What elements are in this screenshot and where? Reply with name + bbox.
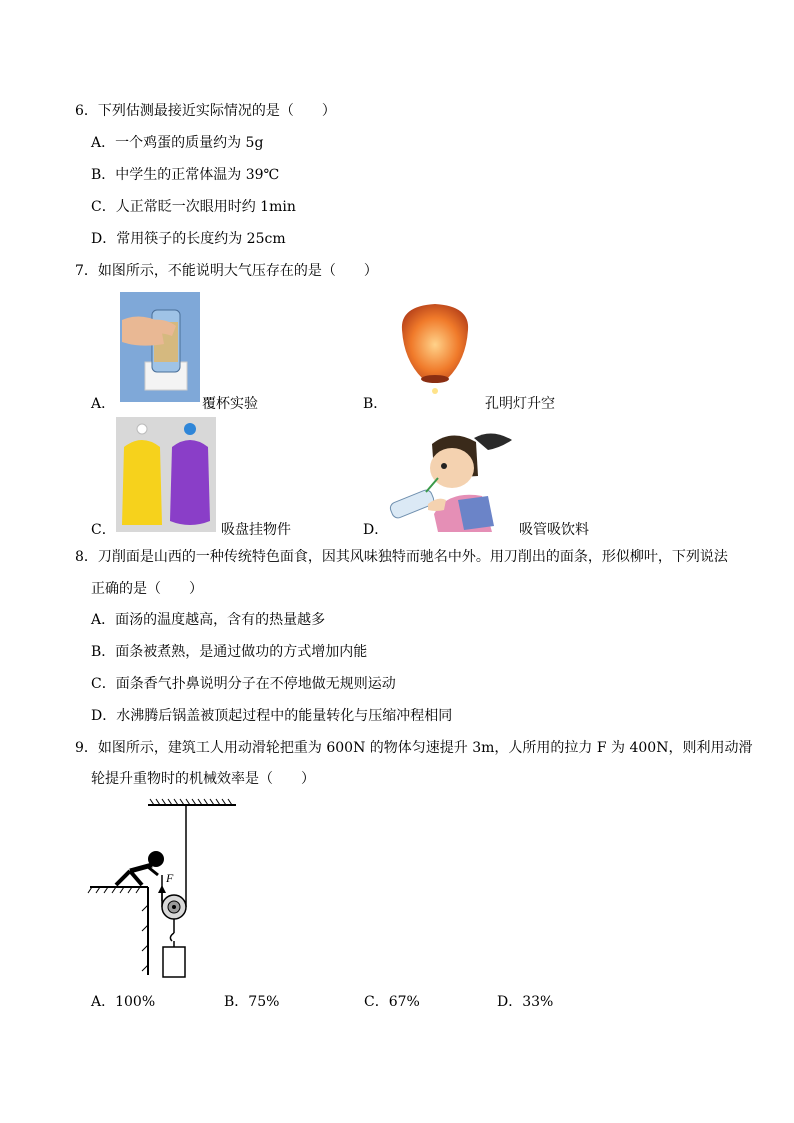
q6-option-a: A．一个鸡蛋的质量约为 5g (91, 135, 264, 151)
q8-option-c: C．面条香气扑鼻说明分子在不停地做无规则运动 (91, 676, 396, 692)
q6-stem: 6．下列估测最接近实际情况的是（ ） (75, 103, 336, 119)
q6-option-c: C．人正常眨一次眼用时约 1min (91, 199, 296, 215)
q7-choice-c-caption: 吸盘挂物件 (221, 522, 291, 538)
q6-option-b: B．中学生的正常体温为 39℃ (91, 167, 280, 183)
q7-choice-a-caption: 覆杯实验 (202, 396, 258, 412)
q6-option-d: D．常用筷子的长度约为 25cm (91, 231, 286, 247)
suction-hooks-image (116, 417, 216, 532)
q8-stem-line2: 正确的是（ ） (91, 581, 203, 597)
q8-option-a: A．面汤的温度越高，含有的热量越多 (91, 612, 326, 628)
q9-option-d: D．33% (497, 994, 554, 1010)
girl-drinking-straw-image (388, 426, 518, 532)
q9-stem-line2: 轮提升重物时的机械效率是（ ） (91, 771, 315, 787)
q7-choice-a-letter: A． (91, 396, 116, 412)
force-label: F (166, 871, 174, 885)
cup-experiment-image (120, 292, 200, 402)
q7-choice-b-letter: B． (363, 396, 388, 412)
q8-option-d: D．水沸腾后锅盖被顶起过程中的能量转化与压缩冲程相同 (91, 708, 453, 724)
q7-choice-c-letter: C． (91, 522, 116, 538)
q8-option-b: B．面条被煮熟，是通过做功的方式增加内能 (91, 644, 368, 660)
q9-option-a: A．100% (91, 994, 156, 1010)
q8-stem-line1: 8．刀削面是山西的一种传统特色面食，因其风味独特而驰名中外。用刀削出的面条，形似柳叶，下列说法 (75, 549, 728, 565)
sky-lantern-image (390, 300, 480, 400)
q9-option-c: C．67% (364, 994, 420, 1010)
q7-stem: 7．如图所示，不能说明大气压存在的是（ ） (75, 263, 378, 279)
q9-option-b: B．75% (224, 994, 280, 1010)
pulley-diagram (86, 795, 246, 985)
q9-stem-line1: 9．如图所示，建筑工人用动滑轮把重为 600N 的物体匀速提升 3m，人所用的拉力 F 为 400N，则利用动滑 (75, 740, 753, 756)
q7-choice-d-caption: 吸管吸饮料 (519, 522, 589, 538)
q7-choice-d-letter: D． (363, 522, 389, 538)
q7-choice-b-caption: 孔明灯升空 (485, 396, 555, 412)
